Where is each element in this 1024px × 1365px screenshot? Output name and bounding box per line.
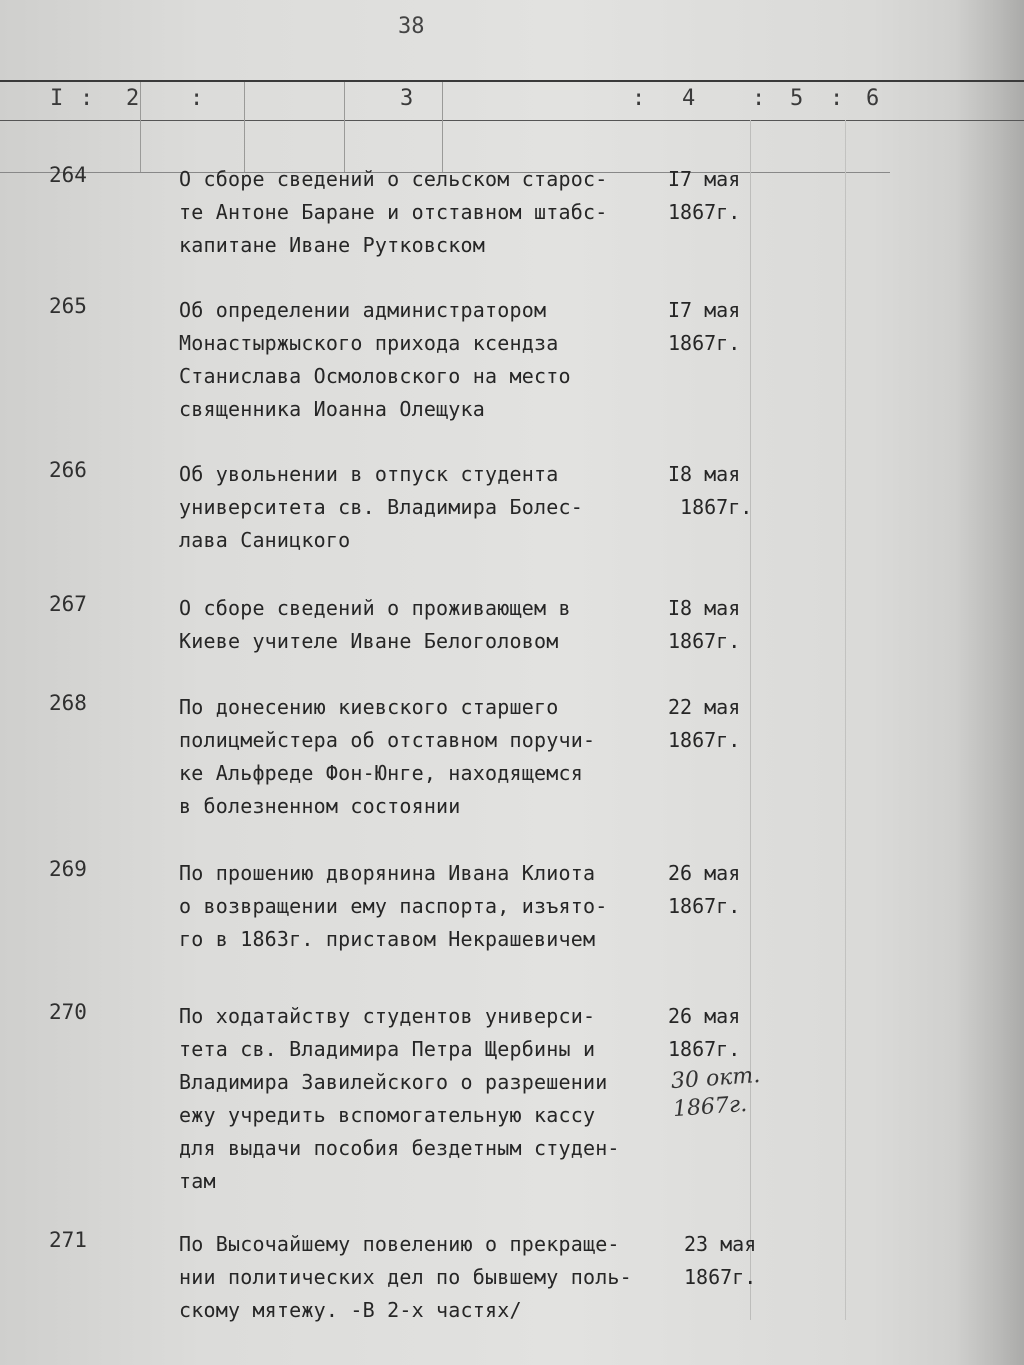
column-separator: : [830, 86, 844, 111]
header-top-rule [0, 80, 1024, 82]
entry-description: Об увольнении в отпуск студента университета св. Владимира Болес- лава Саницкого [179, 462, 583, 552]
entry-number: 267 [49, 592, 87, 616]
entry-description: По ходатайству студентов универси- тета св. Владимира Петра Щербины и Владимира Завилейского о разрешении ежу учредить вспомогательную кассу для выдачи пособия бездетным студен- там [179, 1004, 620, 1193]
column-divider [442, 82, 443, 172]
entry-number: 271 [49, 1228, 87, 1252]
column-4-label: 4 [682, 86, 696, 111]
column-divider [344, 82, 345, 172]
entry-date: I7 мая 1867г. [668, 167, 741, 224]
entry-date: 26 мая 1867г. [668, 861, 741, 918]
column-3-label: 3 [400, 86, 414, 111]
entry-date: I8 мая 1867г. [668, 596, 741, 653]
column-5-label: 5 [790, 86, 804, 111]
entry-description: По прошению дворянина Ивана Клиота о возвращении ему паспорта, изъято- го в 1863г. приставом Некрашевичем [179, 861, 608, 951]
entry-number: 269 [49, 857, 87, 881]
column-1-label: I [50, 86, 64, 111]
entry-description: Об определении администратором Монастыржыского прихода ксендза Станислава Осмоловского на место священника Иоанна Олещука [179, 298, 571, 421]
entry-number: 266 [49, 458, 87, 482]
entry-description: По Высочайшему повелению о прекраще- нии политических дел по бывшему поль- скому мятежу. -В 2-х частях/ [179, 1232, 632, 1322]
entry-date: 22 мая 1867г. [668, 695, 741, 752]
entry-description: По донесению киевского старшего полицмейстера об отставном поручи- ке Альфреде Фон-Юнге, находящемся в болезненном состоянии [179, 695, 596, 818]
entry-description: О сборе сведений о проживающем в Киеве учителе Иване Белоголовом [179, 596, 571, 653]
column-separator: : [632, 86, 646, 111]
entry-date: 26 мая 1867г. [668, 1004, 741, 1061]
column-separator: : [752, 86, 766, 111]
page-edge-shadow [954, 0, 1024, 1365]
entry-description: О сборе сведений о сельском старос- те Антоне Баране и отставном штабс- капитане Иване Рутковском [179, 167, 608, 257]
entry-number: 270 [49, 1000, 87, 1024]
column-separator: : [190, 86, 204, 111]
page-number: 38 [398, 14, 425, 39]
entry-number: 265 [49, 294, 87, 318]
column-2-label: 2 [126, 86, 140, 111]
entry-date: I8 мая 1867г. [668, 462, 753, 519]
column-divider [845, 120, 846, 1320]
column-separator: : [80, 86, 94, 111]
column-divider [140, 82, 141, 172]
entry-date: I7 мая 1867г. [668, 298, 741, 355]
header-mid-rule [0, 120, 1024, 121]
column-divider [244, 82, 245, 172]
entry-date: 23 мая 1867г. [684, 1232, 757, 1289]
entry-number: 268 [49, 691, 87, 715]
entry-number: 264 [49, 163, 87, 187]
column-6-label: 6 [866, 86, 880, 111]
handwritten-date-note: 30 окт. 1867г. [670, 1062, 761, 1123]
